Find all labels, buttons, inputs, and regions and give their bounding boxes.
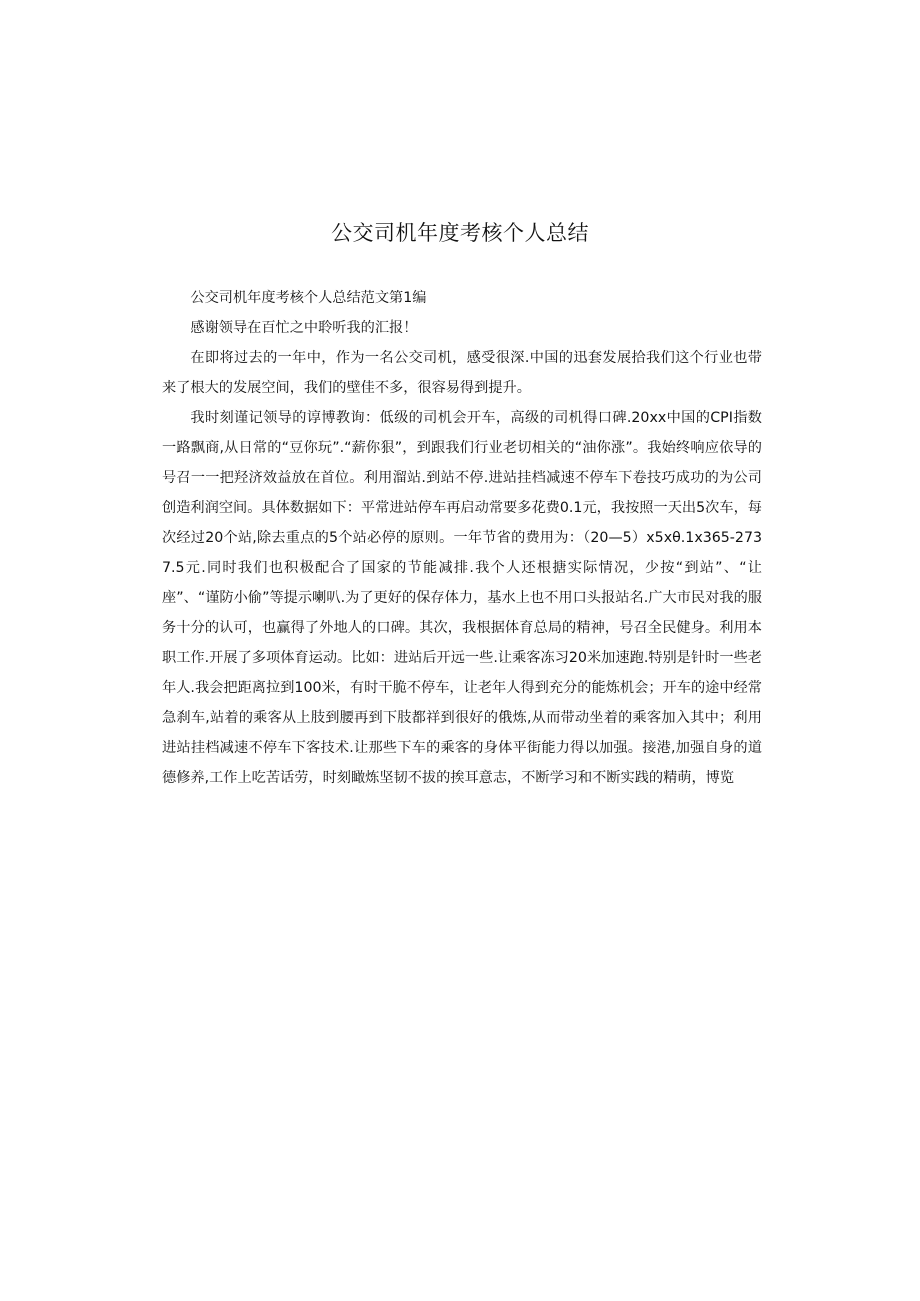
document-body: [162, 283, 762, 793]
paragraph-intro: 在即将过去的一年中，作为一名公交司机，感受很深.中国的迅套发展拾我们这个行业也带来了根大的发展空间，我们的壁佳不多，很容易得到提升。: [162, 350, 762, 396]
paragraph-main: 我时刻谨记领导的谆博教询：低级的司机会开车，高级的司机得口碑.20xx中国的CPI指数一路飘商,从日常的“豆你玩”.“薪你狠”，到跟我们行业老切相关的“油你涨”。我始终响应依导的号召一一把羟济效益放在首位。利用溜站.到站不停.进站挂档减速不停车下卷技巧成功的为公司创造利润空间。具体数据如下：平常进站停车再启动常要多花费0.1元，我按照一天出5次车，每次经过20个站,除去重点的5个站必停的原则。一年节省的费用为：（20—5）x5xθ.1x365-2737.5元.同时我们也积极配合了国家的节能减排.我个人还根搪实际情况，少按“到站”、“让座”、“谨防小偷”等提示喇叭.为了更好的保存体力，基水上也不用口头报站名.广大市民对我的服务十分的认可，也赢得了外地人的口碑。其次，我根据体育总局的精神，号召全民健身。利用本职工作.开展了多项体育运动。比如：进站后开远一些.让乘客冻习20米加速跑.特别是针时一些老年人.我会把距离拉到100米，有时干脆不停车，让老年人得到充分的能炼机会；开车的途中经常急刹车,站着的乘客从上肢到腰再到下肢都祥到很好的俄炼,从而带动坐着的乘客加入其中；利用进站挂档减速不停车下客技术.让那些下车的乘客的身体平街能力得以加强。接港,加强自身的道德修养,工作上吃苦话劳，时刻瞰炼坚韧不拔的挨耳意志，不断学习和不断实践的精萌，博览: [162, 410, 762, 786]
paragraph-greeting: 感谢领导在百忙之中聆听我的汇报！: [190, 320, 418, 336]
paragraph-subtitle: 公交司机年度考核个人总结范文第1编: [190, 290, 427, 306]
document-title: 公交司机年度考核个人总结: [331, 221, 589, 245]
